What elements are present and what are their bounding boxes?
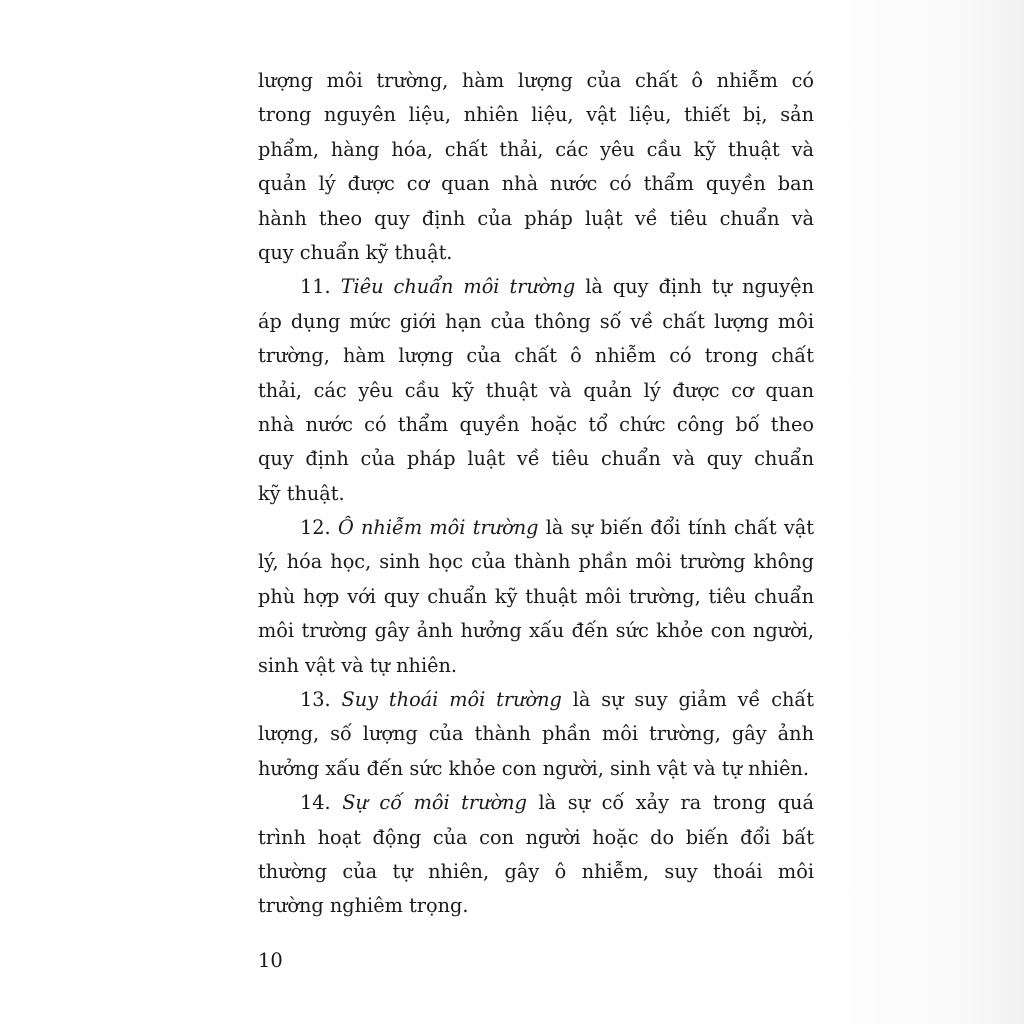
text-line: lượng, số lượng của thành phần môi trường, gây ảnh bbox=[258, 722, 814, 746]
text-line: lượng môi trường, hàm lượng của chất ô nhiễm có bbox=[258, 69, 814, 92]
text-line: trình hoạt động của con người hoặc do biến đổi bất bbox=[258, 825, 814, 849]
text-line: nhà nước có thẩm quyền hoặc tổ chức công bố theo bbox=[258, 412, 814, 436]
definition-number: 13. bbox=[300, 688, 331, 712]
definition-number: 12. bbox=[300, 516, 331, 540]
definition-text: là sự suy giảm về chất bbox=[572, 688, 814, 712]
definition-text: là quy định tự nguyện bbox=[585, 275, 814, 299]
definition-13 bbox=[258, 683, 814, 786]
text-line: thải, các yêu cầu kỹ thuật và quản lý được cơ quan bbox=[258, 378, 814, 402]
text-line: môi trường gây ảnh hưởng xấu đến sức khỏe con người, bbox=[258, 619, 814, 643]
definition-term: Tiêu chuẩn môi trường bbox=[340, 275, 576, 299]
definition-number: 14. bbox=[300, 791, 331, 815]
text-line: hưởng xấu đến sức khỏe con người, sinh vật và tự nhiên. bbox=[258, 756, 810, 780]
text-line: kỹ thuật. bbox=[258, 481, 345, 505]
definition-11 bbox=[258, 270, 814, 511]
text-line: phù hợp với quy chuẩn kỹ thuật môi trường, tiêu chuẩn bbox=[258, 584, 814, 608]
text-line: quy chuẩn kỹ thuật. bbox=[258, 240, 453, 264]
page-number: 10 bbox=[258, 949, 283, 972]
text-line: lý, hóa học, sinh học của thành phần môi trường không bbox=[258, 550, 814, 574]
text-line: phẩm, hàng hóa, chất thải, các yêu cầu kỹ thuật và bbox=[258, 137, 814, 161]
definition-first-line bbox=[258, 683, 814, 717]
text-line: sinh vật và tự nhiên. bbox=[258, 653, 458, 677]
text-line: trong nguyên liệu, nhiên liệu, vật liệu, thiết bị, sản bbox=[258, 103, 814, 127]
text-line: thường của tự nhiên, gây ô nhiễm, suy thoái môi bbox=[258, 859, 814, 883]
text-line: quy định của pháp luật về tiêu chuẩn và quy chuẩn bbox=[258, 447, 814, 471]
text-line: hành theo quy định của pháp luật về tiêu chuẩn và bbox=[258, 206, 814, 230]
text-line: trường, hàm lượng của chất ô nhiễm có trong chất bbox=[258, 344, 814, 368]
definition-number: 11. bbox=[300, 275, 331, 299]
text-line: quản lý được cơ quan nhà nước có thẩm quyền ban bbox=[258, 172, 814, 196]
definition-14 bbox=[258, 786, 814, 924]
definition-text: là sự biến đổi tính chất vật bbox=[545, 516, 814, 540]
definition-term: Ô nhiễm môi trường bbox=[337, 516, 539, 540]
definition-term: Sự cố môi trường bbox=[342, 791, 527, 815]
paragraph-continuation bbox=[258, 64, 814, 270]
definition-text: là sự cố xảy ra trong quá bbox=[538, 791, 814, 815]
definition-term: Suy thoái môi trường bbox=[341, 688, 562, 712]
definition-first-line bbox=[258, 511, 814, 545]
definition-12 bbox=[258, 511, 814, 683]
text-line: áp dụng mức giới hạn của thông số về chất lượng môi bbox=[258, 309, 814, 333]
page-edge-shadow bbox=[834, 0, 1024, 1024]
body-text bbox=[258, 64, 814, 924]
definition-first-line bbox=[258, 786, 814, 820]
definition-first-line bbox=[258, 270, 814, 304]
text-line: trường nghiêm trọng. bbox=[258, 894, 469, 918]
